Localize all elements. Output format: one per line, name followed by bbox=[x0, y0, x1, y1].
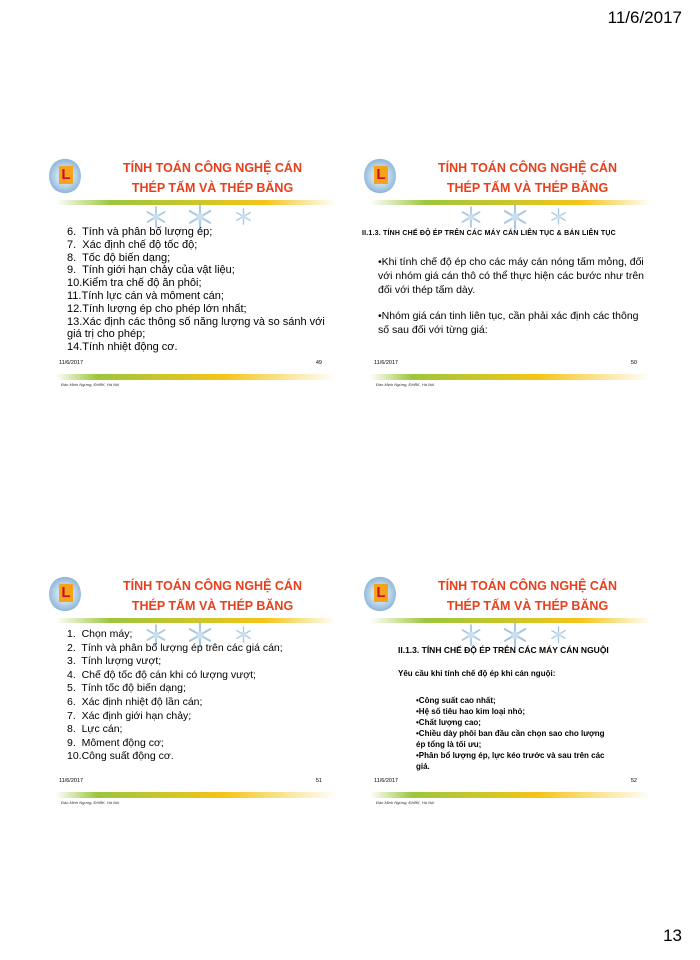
slide-date: 11/6/2017 bbox=[374, 778, 399, 784]
slide-date: 11/6/2017 bbox=[59, 778, 84, 784]
snowflake-icon bbox=[550, 208, 567, 225]
list-item: 10.Công suất động cơ. bbox=[67, 750, 174, 763]
slide-title: TÍNH TOÁN CÔNG NGHỆ CÁN THÉP TẤM VÀ THÉP BĂNG bbox=[438, 161, 617, 195]
slide-title: TÍNH TOÁN CÔNG NGHỆ CÁN THÉP TẤM VÀ THÉP BĂNG bbox=[123, 161, 302, 195]
bullet-item: •Chiều dày phôi ban đầu cần chọn sao cho lượng ép tổng là tối ưu; bbox=[416, 729, 607, 749]
slide-title: TÍNH TOÁN CÔNG NGHỆ CÁN THÉP TẤM VÀ THÉP BĂNG bbox=[123, 579, 302, 613]
slide-author: Đào Minh Ngừng, ĐHBK, Hà Nội bbox=[61, 800, 120, 805]
bullet-item: •Công suất cao nhất; bbox=[416, 696, 496, 705]
list-item: 8. Tốc độ biến dạng; bbox=[67, 251, 171, 264]
page-number: 13 bbox=[663, 926, 682, 945]
bullet-paragraph: •Khi tính chế độ ép cho các máy cán nóng tấm mỏng, đối với nhóm giá cán thô có thể thực hiện các bước như trên đối với thép tấm dày. bbox=[378, 256, 647, 297]
slide-date: 11/6/2017 bbox=[374, 360, 399, 366]
footer-bar bbox=[370, 374, 651, 380]
list-item: 1. Chọn máy; bbox=[67, 628, 133, 640]
snowflake-icon bbox=[550, 626, 567, 643]
list-item: 12.Tính lượng ép cho phép lớn nhất; bbox=[67, 302, 247, 315]
snowflake-logo-icon: L bbox=[49, 576, 81, 612]
slide-51 bbox=[45, 568, 340, 813]
list-item: 2. Tính và phân bố lượng ép trên các giá cán; bbox=[67, 641, 283, 654]
footer-bar bbox=[370, 792, 651, 798]
slide-52 bbox=[360, 568, 655, 813]
bullet-item: •Chất lượng cao; bbox=[416, 718, 481, 727]
list-item: 5. Tính tốc độ biến dạng; bbox=[67, 682, 186, 695]
bullet-item: •Hệ số tiêu hao kim loại nhỏ; bbox=[416, 707, 526, 716]
list-item: 4. Chế độ tốc độ cán khi có lượng vượt; bbox=[67, 668, 256, 681]
snowflake-logo-icon: L bbox=[364, 576, 396, 612]
list-item: 8. Lực cán; bbox=[67, 723, 123, 736]
list-item: 9. Tính giới hạn chảy của vật liệu; bbox=[67, 264, 235, 277]
list-item: 11.Tính lực cán và môment cán; bbox=[67, 289, 224, 302]
list-item: 7. Xác định giới hạn chảy; bbox=[67, 709, 192, 722]
list-item: 13.Xác định các thông số năng lượng và so sánh với giá trị cho phép; bbox=[67, 315, 328, 341]
footer-bar bbox=[55, 792, 336, 798]
slide-50 bbox=[360, 150, 655, 395]
list-item: 6. Tính và phân bố lượng ép; bbox=[67, 226, 213, 238]
list-item: 6. Xác định nhiệt độ lần cán; bbox=[67, 695, 203, 708]
slide-author: Đào Minh Ngừng, ĐHBK, Hà Nội bbox=[376, 382, 435, 387]
slide-49 bbox=[45, 150, 340, 395]
slide-number: 52 bbox=[630, 778, 637, 784]
list-item: 9. Môment động cơ; bbox=[67, 736, 164, 749]
snowflake-logo-icon: L bbox=[364, 158, 396, 194]
lead-text: Yêu cầu khi tính chế độ ép khi cán nguội: bbox=[398, 669, 556, 678]
section-heading: II.1.3. TÍNH CHẾ ĐỘ ÉP TRÊN CÁC MÁY CÁN LIÊN TỤC & BÁN LIÊN TỤC bbox=[362, 230, 616, 237]
snowflake-icon bbox=[460, 624, 482, 646]
slide-number: 49 bbox=[315, 360, 322, 366]
page-date: 11/6/2017 bbox=[607, 8, 682, 27]
slide-number: 50 bbox=[630, 360, 637, 366]
footer-bar bbox=[55, 374, 336, 380]
slide-title: TÍNH TOÁN CÔNG NGHỆ CÁN THÉP TẤM VÀ THÉP BĂNG bbox=[438, 579, 617, 613]
bullet-paragraph: •Nhóm giá cán tinh liên tục, cần phải xác định các thông số sau đối với từng giá: bbox=[378, 310, 642, 337]
slide-number: 51 bbox=[315, 778, 322, 784]
snowflake-logo-icon: L bbox=[49, 158, 81, 194]
list-item: 7. Xác định chế độ tốc độ; bbox=[67, 238, 198, 251]
list-item: 10.Kiểm tra chế độ ăn phôi; bbox=[67, 277, 202, 290]
slide-date: 11/6/2017 bbox=[59, 360, 84, 366]
bullet-item: •Phân bổ lượng ép, lực kéo trước và sau trên các giá. bbox=[416, 751, 607, 771]
snowflake-icon bbox=[235, 208, 252, 225]
slide-author: Đào Minh Ngừng, ĐHBK, Hà Nội bbox=[376, 800, 435, 805]
snowflake-icon bbox=[145, 206, 167, 228]
list-item: 14.Tính nhiệt động cơ. bbox=[67, 341, 178, 354]
section-heading: II.1.3. TÍNH CHẾ ĐỘ ÉP TRÊN CÁC MÁY CÁN NGUỘI bbox=[398, 645, 609, 655]
list-item: 3. Tính lượng vượt; bbox=[67, 655, 162, 668]
snowflake-icon bbox=[460, 206, 482, 228]
slide-author: Đào Minh Ngừng, ĐHBK, Hà Nội bbox=[61, 382, 120, 387]
